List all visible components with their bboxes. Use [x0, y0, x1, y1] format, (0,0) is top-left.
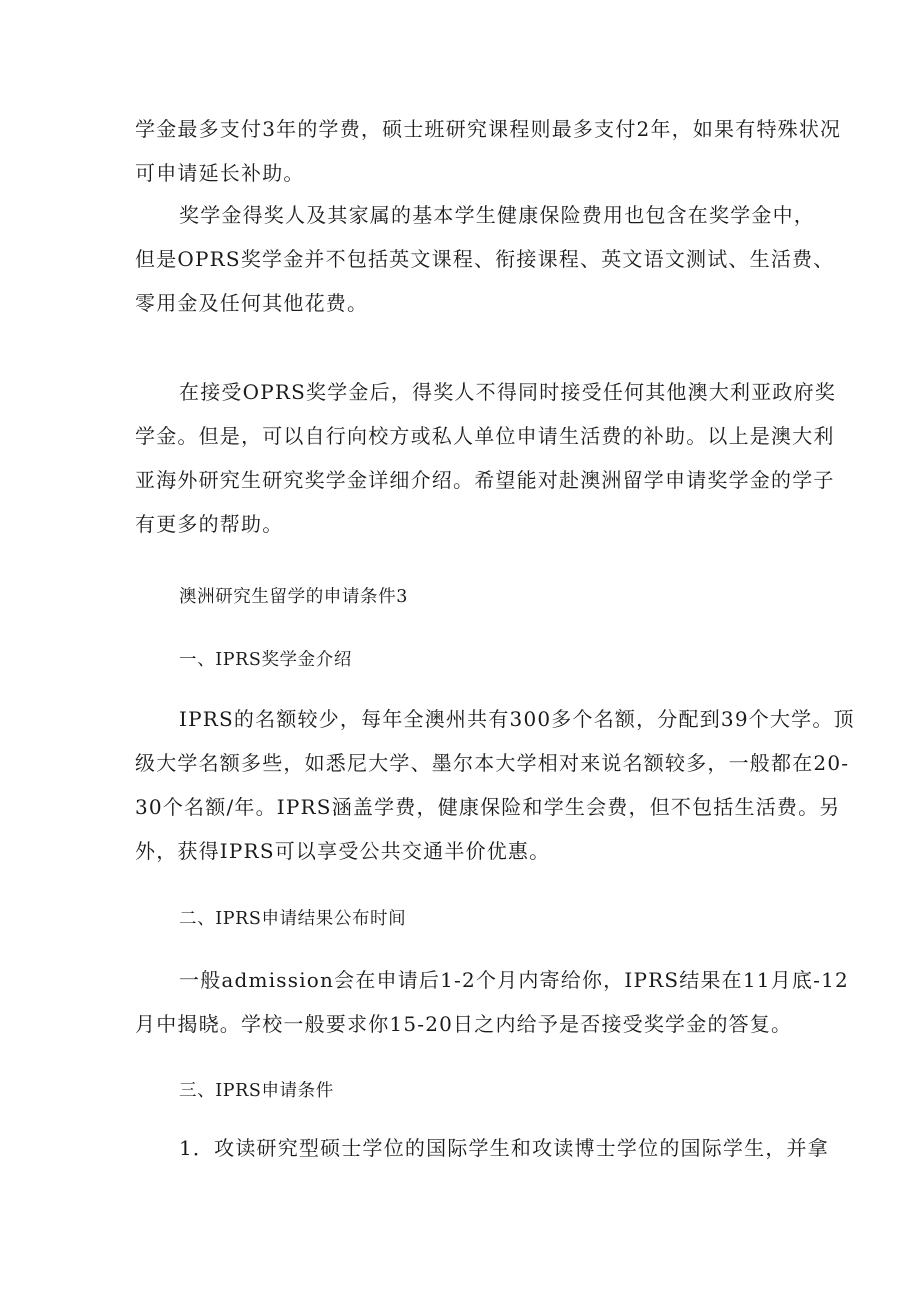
section-title	[135, 575, 795, 619]
paragraph-results-timing	[135, 958, 849, 1046]
text-line: 1．攻读研究型硕士学位的国际学生和攻读博士学位的国际学生，并拿	[179, 1136, 829, 1160]
paragraph-health-insurance	[135, 193, 835, 325]
text-line: 亚海外研究生研究奖学金详细介绍。希望能对赴澳洲留学申请奖学金的学子	[135, 468, 835, 492]
text-line: 但是OPRS奖学金并不包括英文课程、衔接课程、英文语文测试、生活费、	[135, 247, 835, 271]
section-heading-iprs-results	[135, 897, 795, 941]
text-line: 月中揭晓。学校一般要求你15-20日之内给予是否接受奖学金的答复。	[135, 1012, 793, 1036]
paragraph-requirement-1	[135, 1126, 829, 1170]
text-line: 外，获得IPRS可以享受公共交通半价优惠。	[135, 839, 551, 863]
heading-text: 二、IPRS申请结果公布时间	[179, 909, 407, 929]
section-heading-iprs-intro	[135, 638, 795, 682]
text-line: 级大学名额多些，如悉尼大学、墨尔本大学相对来说名额较多，一般都在20-	[135, 751, 850, 775]
text-line: 可申请延长补助。	[135, 161, 305, 185]
text-line: 一般admission会在申请后1-2个月内寄给你，IPRS结果在11月底-12	[179, 968, 849, 992]
text-line: 奖学金得奖人及其家属的基本学生健康保险费用也包含在奖学金中，	[179, 203, 815, 227]
text-line: 零用金及任何其他花费。	[135, 291, 369, 315]
paragraph-iprs-quota	[135, 697, 855, 873]
section-heading-iprs-requirements	[135, 1069, 795, 1113]
heading-text: 一、IPRS奖学金介绍	[179, 650, 352, 670]
text-line: 30个名额/年。IPRS涵盖学费，健康保险和学生会费，但不包括生活费。另	[135, 795, 841, 819]
text-line: 有更多的帮助。	[135, 512, 284, 536]
paragraph-oprs-restrictions	[135, 370, 837, 546]
text-line: 学金。但是，可以自行向校方或私人单位申请生活费的补助。以上是澳大利	[135, 424, 835, 448]
text-line: 在接受OPRS奖学金后，得奖人不得同时接受任何其他澳大利亚政府奖	[179, 380, 837, 404]
heading-text: 澳洲研究生留学的申请条件3	[179, 587, 408, 607]
heading-text: 三、IPRS申请条件	[179, 1081, 334, 1101]
text-line: IPRS的名额较少，每年全澳州共有300多个名额，分配到39个大学。顶	[179, 707, 855, 731]
paragraph-tuition-duration	[135, 107, 842, 195]
text-line: 学金最多支付3年的学费，硕士班研究课程则最多支付2年，如果有特殊状况	[135, 117, 842, 141]
